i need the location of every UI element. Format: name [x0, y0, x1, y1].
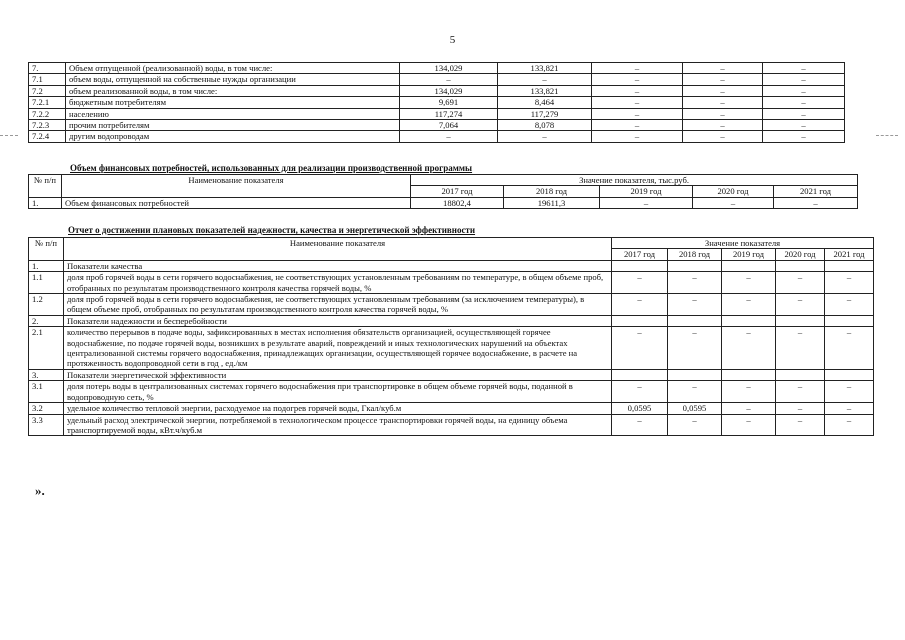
indicator-name: доля проб горячей воды в сети горячего водоснабжения, не соответствующих установленным требованиям (за исключением температуры), в общем объеме проб, отобранных по результатам производственного контроля качества горячей воды, %: [64, 294, 612, 316]
value-cell: –: [612, 327, 668, 370]
row-number: 1.1: [29, 272, 64, 294]
performance-report-title: Отчет о достижении плановых показателей надежности, качества и энергетической эффективности: [68, 225, 476, 235]
indicator-name: другим водопроводам: [66, 131, 400, 142]
table-row: [29, 414, 874, 436]
value-cell: –: [668, 272, 722, 294]
margin-mark-left: [0, 135, 18, 137]
value-cell: –: [825, 414, 874, 436]
value-cell: –: [592, 120, 683, 131]
financial-needs-title: Объем финансовых потребностей, использованных для реализации производственной программы: [70, 163, 473, 173]
value-cell: –: [592, 85, 683, 96]
value-cell: [776, 369, 825, 380]
table-row: [29, 131, 845, 142]
value-cell: –: [400, 131, 498, 142]
value-cell: –: [774, 197, 858, 208]
value-cell: 8,078: [498, 120, 592, 131]
value-cell: –: [612, 381, 668, 403]
table-row: [29, 327, 874, 370]
indicator-name: бюджетным потребителям: [66, 97, 400, 108]
table-row: [29, 403, 874, 414]
header-value: Значение показателя: [612, 238, 874, 249]
value-cell: –: [612, 414, 668, 436]
header-row: [29, 175, 858, 186]
performance-indicators-table: [28, 237, 874, 436]
value-cell: [825, 260, 874, 271]
header-row: [29, 238, 874, 249]
value-cell: 9,691: [400, 97, 498, 108]
value-cell: –: [722, 403, 776, 414]
value-cell: 7,064: [400, 120, 498, 131]
water-volume-table: [28, 62, 845, 143]
value-cell: –: [776, 381, 825, 403]
value-cell: –: [592, 63, 683, 74]
row-number: 3.3: [29, 414, 64, 436]
value-cell: [612, 369, 668, 380]
value-cell: –: [592, 74, 683, 85]
indicator-name: количество перерывов в подаче воды, зафиксированных в местах исполнения обязательств организацией, осуществляющей горячее водоснабжение, по подаче горячей воды, возникших в результате аварий, повреждений и иных технологических нарушений на объектах централизованной системы горячего водоснабжения, принадлежащих организации, осуществляющей горячее водоснабжение, в расчете на протяженность водопроводной сети в год , ед./км: [64, 327, 612, 370]
table-row: [29, 97, 845, 108]
value-cell: –: [668, 414, 722, 436]
value-cell: –: [776, 414, 825, 436]
value-cell: –: [722, 327, 776, 370]
value-cell: –: [592, 97, 683, 108]
value-cell: –: [722, 294, 776, 316]
header-name: Наименование показателя: [64, 238, 612, 261]
value-cell: –: [683, 120, 763, 131]
row-number: 2.1: [29, 327, 64, 370]
year-header: 2018 год: [668, 249, 722, 260]
row-number: 3.: [29, 369, 64, 380]
indicator-name: Показатели надежности и бесперебойности: [64, 315, 612, 326]
year-header: 2021 год: [825, 249, 874, 260]
indicator-name: объем воды, отпущенной на собственные нужды организации: [66, 74, 400, 85]
row-number: 7.: [29, 63, 66, 74]
indicator-name: удельное количество тепловой энергии, расходуемое на подогрев горячей воды, Гкал/куб.м: [64, 403, 612, 414]
value-cell: [668, 369, 722, 380]
value-cell: –: [683, 131, 763, 142]
indicator-name: населению: [66, 108, 400, 119]
indicator-name: доля потерь воды в централизованных системах горячего водоснабжения при транспортировке в общем объеме горячей воды, поданной в водопроводную сеть, %: [64, 381, 612, 403]
year-header: 2018 год: [504, 186, 600, 197]
row-number: 7.2.2: [29, 108, 66, 119]
value-cell: 117,274: [400, 108, 498, 119]
indicator-name: объем реализованной воды, в том числе:: [66, 85, 400, 96]
header-number: № п/п: [29, 175, 62, 198]
header-value: Значение показателя, тыс.руб.: [411, 175, 858, 186]
table-row: [29, 74, 845, 85]
table-row: [29, 120, 845, 131]
value-cell: –: [763, 131, 845, 142]
value-cell: 117,279: [498, 108, 592, 119]
value-cell: –: [825, 272, 874, 294]
year-header: 2019 год: [600, 186, 693, 197]
value-cell: –: [776, 272, 825, 294]
header-name: Наименование показателя: [62, 175, 411, 198]
table-row: [29, 63, 845, 74]
value-cell: –: [612, 272, 668, 294]
year-header: 2017 год: [612, 249, 668, 260]
row-number: 1.2: [29, 294, 64, 316]
value-cell: –: [763, 120, 845, 131]
value-cell: –: [668, 381, 722, 403]
value-cell: –: [600, 197, 693, 208]
year-header: 2017 год: [411, 186, 504, 197]
value-cell: [612, 260, 668, 271]
value-cell: –: [722, 414, 776, 436]
table-row: [29, 197, 858, 208]
value-cell: –: [763, 74, 845, 85]
indicator-name: удельный расход электрической энергии, потребляемой в технологическом процессе транспортировки горячей воды, на единицу объема транспортируемой воды, кВт.ч/куб.м: [64, 414, 612, 436]
value-cell: 133,821: [498, 85, 592, 96]
table-row: [29, 294, 874, 316]
value-cell: –: [592, 131, 683, 142]
row-number: 7.2.3: [29, 120, 66, 131]
value-cell: –: [825, 381, 874, 403]
value-cell: –: [825, 294, 874, 316]
value-cell: –: [763, 108, 845, 119]
value-cell: –: [668, 327, 722, 370]
indicator-name: Объем отпущенной (реализованной) воды, в том числе:: [66, 63, 400, 74]
value-cell: 0,0595: [668, 403, 722, 414]
value-cell: [776, 315, 825, 326]
indicator-name: Показатели энергетической эффективности: [64, 369, 612, 380]
value-cell: –: [722, 381, 776, 403]
header-number: № п/п: [29, 238, 64, 261]
value-cell: –: [683, 74, 763, 85]
value-cell: [825, 315, 874, 326]
section-row: [29, 315, 874, 326]
row-number: 1.: [29, 260, 64, 271]
value-cell: –: [825, 327, 874, 370]
value-cell: [776, 260, 825, 271]
value-cell: –: [592, 108, 683, 119]
value-cell: –: [683, 97, 763, 108]
year-header: 2019 год: [722, 249, 776, 260]
value-cell: –: [763, 63, 845, 74]
value-cell: –: [498, 74, 592, 85]
section-row: [29, 260, 874, 271]
value-cell: 133,821: [498, 63, 592, 74]
table-row: [29, 381, 874, 403]
value-cell: [722, 315, 776, 326]
value-cell: –: [498, 131, 592, 142]
row-number: 7.2.4: [29, 131, 66, 142]
row-number: 3.1: [29, 381, 64, 403]
indicator-name: Объем финансовых потребностей: [62, 197, 411, 208]
year-header: 2021 год: [774, 186, 858, 197]
value-cell: –: [693, 197, 774, 208]
value-cell: –: [763, 97, 845, 108]
value-cell: 134,029: [400, 85, 498, 96]
value-cell: –: [763, 85, 845, 96]
section-row: [29, 369, 874, 380]
margin-mark-right: [876, 135, 898, 137]
value-cell: –: [776, 294, 825, 316]
indicator-name: доля проб горячей воды в сети горячего водоснабжения, не соответствующих установленным требованиям по температуре, в общем объеме проб, отобранных по результатам производственного контроля качества горячей воды, %: [64, 272, 612, 294]
page-number: 5: [449, 34, 456, 46]
value-cell: –: [825, 403, 874, 414]
table-row: [29, 85, 845, 96]
value-cell: –: [776, 327, 825, 370]
value-cell: –: [683, 85, 763, 96]
value-cell: [668, 315, 722, 326]
financial-needs-table: [28, 174, 858, 209]
value-cell: [722, 260, 776, 271]
value-cell: –: [683, 63, 763, 74]
value-cell: –: [668, 294, 722, 316]
year-header: 2020 год: [776, 249, 825, 260]
row-number: 1.: [29, 197, 62, 208]
value-cell: [825, 369, 874, 380]
row-number: 3.2: [29, 403, 64, 414]
value-cell: 8,464: [498, 97, 592, 108]
value-cell: –: [776, 403, 825, 414]
row-number: 2.: [29, 315, 64, 326]
row-number: 7.2.1: [29, 97, 66, 108]
value-cell: [668, 260, 722, 271]
row-number: 7.1: [29, 74, 66, 85]
row-number: 7.2: [29, 85, 66, 96]
value-cell: 18802,4: [411, 197, 504, 208]
value-cell: –: [612, 294, 668, 316]
value-cell: –: [400, 74, 498, 85]
value-cell: –: [722, 272, 776, 294]
value-cell: 134,029: [400, 63, 498, 74]
indicator-name: прочим потребителям: [66, 120, 400, 131]
table-row: [29, 272, 874, 294]
year-header: 2020 год: [693, 186, 774, 197]
value-cell: [722, 369, 776, 380]
closing-quote-mark: ».: [35, 483, 45, 498]
value-cell: –: [683, 108, 763, 119]
value-cell: 0,0595: [612, 403, 668, 414]
indicator-name: Показатели качества: [64, 260, 612, 271]
value-cell: 19611,3: [504, 197, 600, 208]
table-row: [29, 108, 845, 119]
value-cell: [612, 315, 668, 326]
